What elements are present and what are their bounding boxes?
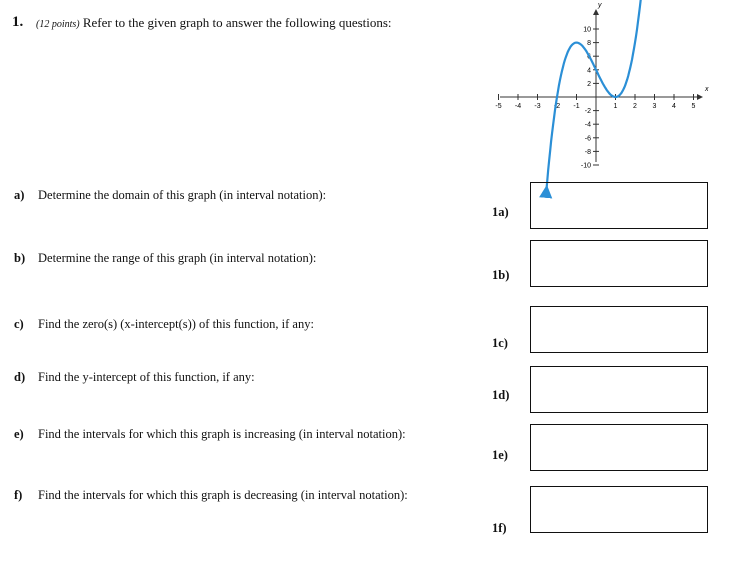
answer-label: 1f): [492, 521, 507, 535]
question-text: Find the intervals for which this graph is decreasing (in interval notation):: [38, 488, 408, 502]
y-tick-label: -4: [584, 121, 591, 129]
y-tick-label: 6: [587, 53, 591, 61]
y-tick-label: 8: [587, 40, 591, 48]
answer-box[interactable]: [530, 182, 708, 229]
y-tick-label: 4: [587, 67, 591, 75]
answer-label: 1a): [492, 205, 509, 219]
y-axis-label: y: [598, 2, 602, 9]
answer-box[interactable]: [530, 366, 708, 413]
question-label: c): [14, 317, 24, 331]
answer-box[interactable]: [530, 306, 708, 353]
x-tick-label: -5: [495, 103, 502, 110]
x-tick-label: 5: [691, 103, 696, 110]
question-text: Find the intervals for which this graph is increasing (in interval notation):: [38, 427, 406, 441]
instruction-text: Refer to the given graph to answer the following questions:: [82, 15, 392, 30]
y-tick-label: 2: [587, 80, 591, 88]
x-tick-label: 1: [613, 103, 618, 110]
y-tick-label: -2: [584, 108, 591, 116]
question-text: Determine the range of this graph (in interval notation):: [38, 251, 317, 265]
y-tick-label: -10: [580, 162, 591, 170]
x-tick-label: -3: [534, 103, 541, 110]
answer-label: 1d): [492, 388, 510, 402]
question-e: [14, 427, 406, 442]
answer-box[interactable]: [530, 424, 708, 471]
question-f: [14, 488, 408, 503]
x-tick-label: 2: [633, 103, 637, 110]
points-label: (12 points): [36, 19, 80, 30]
question-label: d): [14, 370, 26, 384]
x-tick-label: 4: [672, 103, 676, 110]
question-text: Find the zero(s) (x-intercept(s)) of this function, if any:: [38, 317, 314, 331]
question-text: Find the y-intercept of this function, if any:: [38, 370, 255, 384]
question-text: Determine the domain of this graph (in interval notation):: [38, 188, 327, 202]
question-label: b): [14, 251, 26, 265]
question-c: [14, 317, 314, 332]
y-tick-label: -8: [584, 148, 591, 156]
question-b: [14, 251, 316, 266]
answer-box[interactable]: [530, 240, 708, 287]
answer-label: 1b): [492, 268, 510, 282]
y-tick-label: -6: [584, 135, 591, 143]
x-tick-label: -1: [573, 103, 580, 110]
question-d: [14, 370, 255, 385]
y-tick-label: 10: [583, 26, 591, 34]
question-number: 1.: [12, 14, 24, 30]
question-a: [14, 188, 326, 203]
question-label: e): [14, 427, 24, 441]
x-tick-label: -4: [514, 103, 522, 110]
question-label: f): [14, 488, 23, 502]
x-tick-label: -2: [553, 103, 561, 110]
x-axis-label: x: [705, 86, 709, 93]
answer-label: 1c): [492, 336, 508, 350]
answer-box[interactable]: [530, 486, 708, 533]
answer-label: 1e): [492, 448, 508, 462]
question-label: a): [14, 188, 25, 202]
x-tick-label: 3: [652, 103, 657, 110]
